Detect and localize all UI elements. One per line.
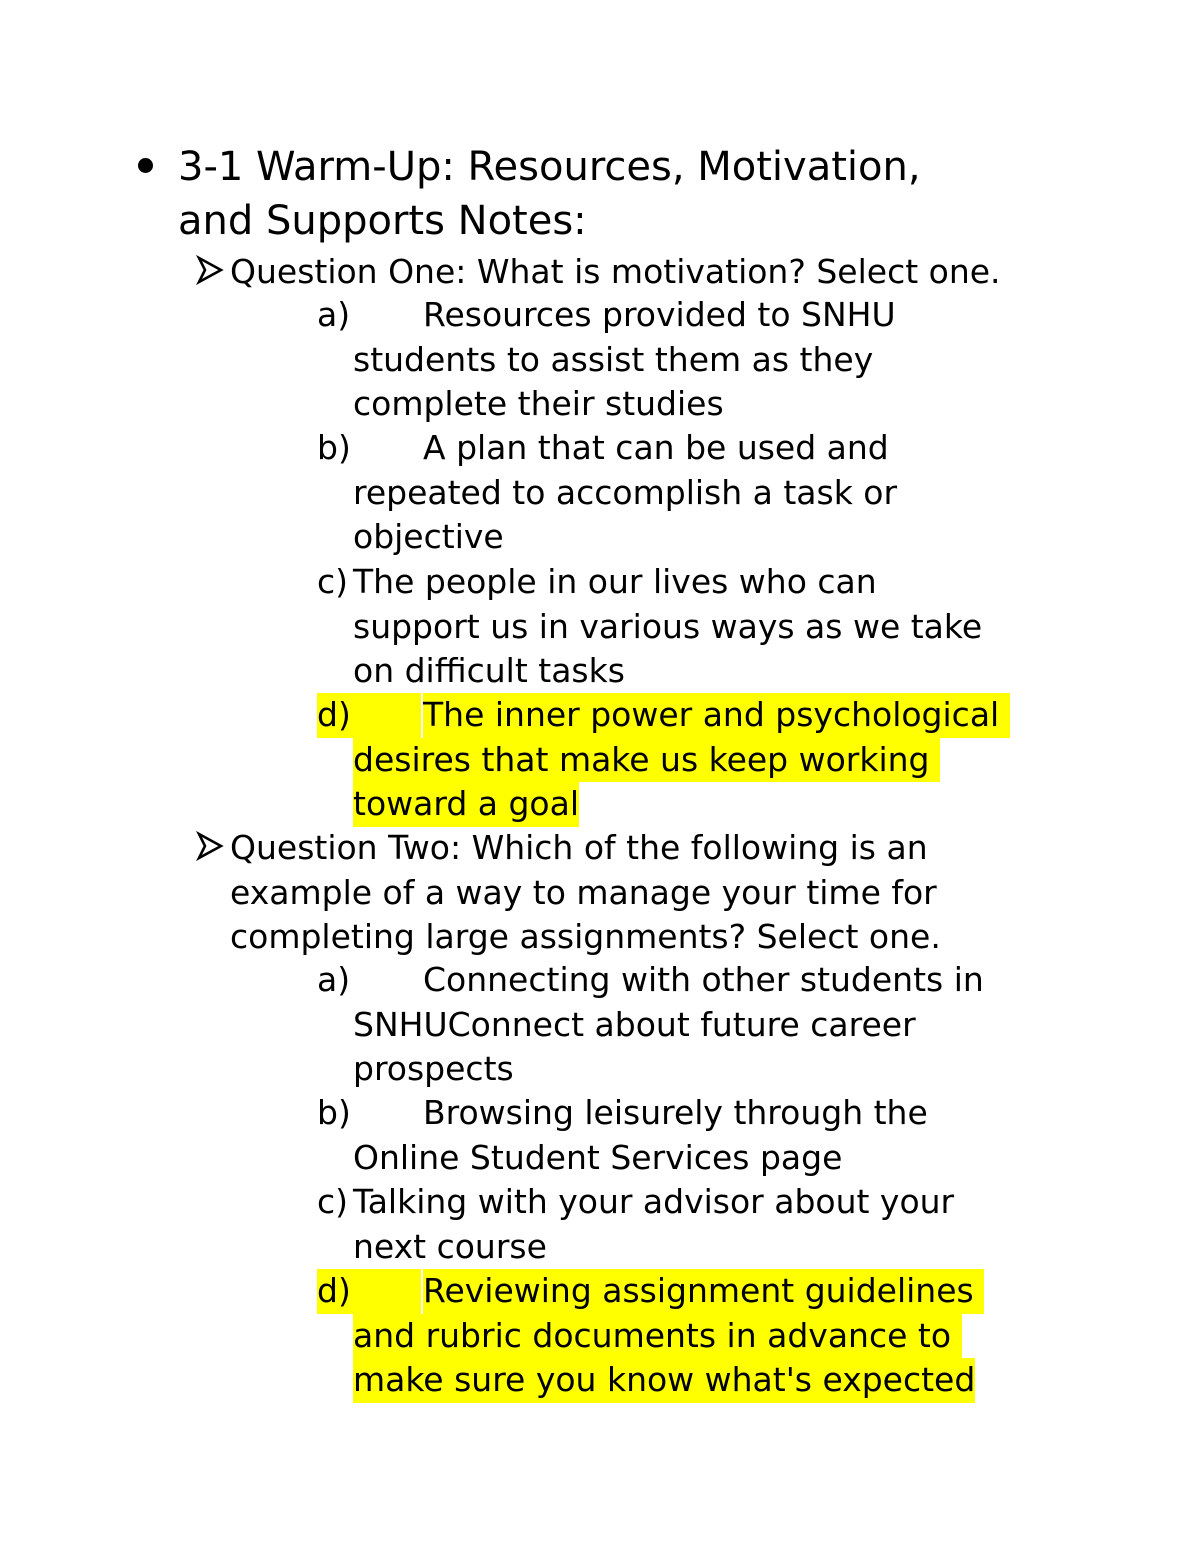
option-line: Browsing leisurely through the bbox=[423, 1093, 928, 1132]
option-line: Talking with your advisor about your bbox=[353, 1182, 955, 1221]
option-line: students to assist them as they bbox=[353, 339, 874, 379]
option-letter: c) bbox=[317, 562, 349, 601]
option-line: Connecting with other students in bbox=[423, 960, 984, 999]
bullet-dot-icon bbox=[138, 158, 153, 173]
option-line: A plan that can be used and bbox=[423, 428, 889, 467]
option-letter: a) bbox=[317, 295, 351, 334]
option-line: next course bbox=[353, 1226, 547, 1266]
option-letter: b) bbox=[317, 1093, 351, 1132]
option-line: support us in various ways as we take bbox=[353, 606, 983, 646]
question-one-text: Question One: What is motivation? Select one. bbox=[230, 252, 1001, 291]
option-letter: d) bbox=[317, 1269, 421, 1314]
option-line: objective bbox=[353, 517, 504, 556]
question-two-text: Question Two: Which of the following is an example of a way to manage your time for completing large assignments? Select one. bbox=[230, 828, 941, 956]
option-letter: d) bbox=[317, 693, 421, 738]
option-line: The inner power and psychological bbox=[423, 693, 1010, 738]
option-line: make sure you know what's expected bbox=[353, 1358, 975, 1403]
option-line: on difficult tasks bbox=[353, 651, 625, 690]
option-letter: a) bbox=[317, 960, 351, 999]
arrow-bullet-icon bbox=[196, 828, 226, 864]
option-line: Reviewing assignment guidelines bbox=[423, 1269, 984, 1314]
option-line: toward a goal bbox=[353, 782, 579, 827]
option-line: The people in our lives who can bbox=[353, 562, 877, 601]
option-line: complete their studies bbox=[353, 384, 724, 423]
option-letter: b) bbox=[317, 428, 351, 467]
heading-text: 3-1 Warm-Up: Resources, Motivation, and Supports Notes: bbox=[178, 144, 921, 244]
option-line: and rubric documents in advance to bbox=[353, 1314, 962, 1359]
option-line: repeated to accomplish a task or bbox=[353, 472, 898, 512]
option-line: SNHUConnect about future career bbox=[353, 1004, 916, 1044]
option-letter: c) bbox=[317, 1182, 349, 1221]
option-line: Resources provided to SNHU bbox=[423, 295, 896, 334]
option-line: prospects bbox=[353, 1049, 514, 1088]
option-line: desires that make us keep working bbox=[353, 738, 940, 783]
option-line: Online Student Services page bbox=[353, 1137, 843, 1177]
arrow-bullet-icon bbox=[196, 252, 226, 288]
